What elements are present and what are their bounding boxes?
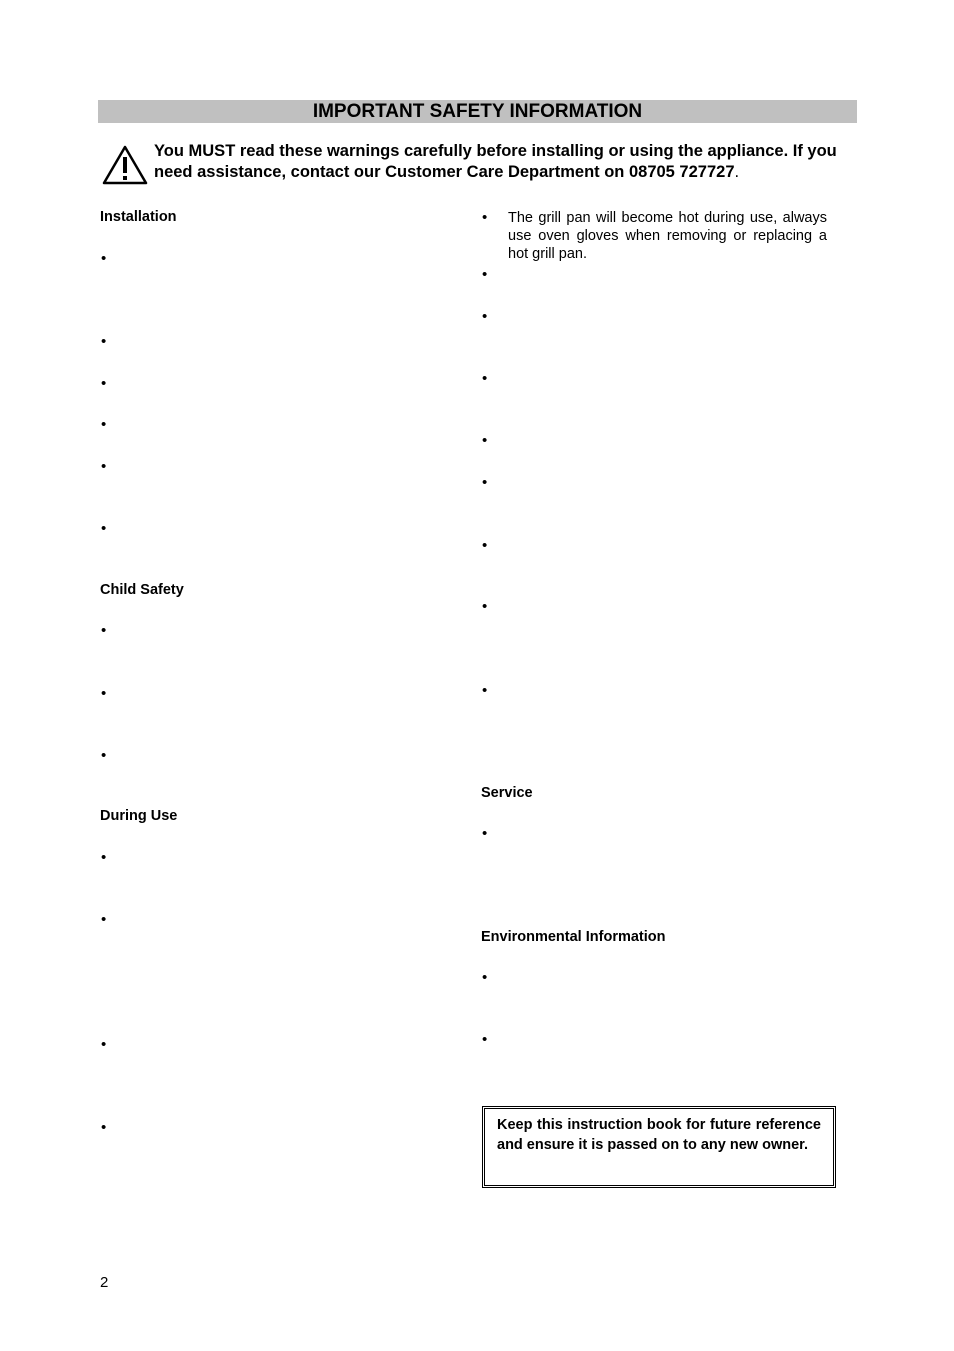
page-title: IMPORTANT SAFETY INFORMATION — [98, 100, 857, 123]
bullet: • — [101, 520, 107, 537]
bullet: • — [101, 1119, 107, 1136]
bullet: • — [482, 598, 488, 615]
bullet: • — [101, 622, 107, 639]
bullet: • — [101, 911, 107, 928]
bullet: • — [482, 969, 488, 986]
section-heading-environmental: Environmental Information — [481, 929, 666, 945]
bullet: • — [482, 1031, 488, 1048]
section-heading-during-use: During Use — [100, 808, 178, 824]
bullet: • — [482, 266, 488, 283]
keep-book-note-text: Keep this instruction book for future reference and ensure it is passed on to any new owner. — [497, 1117, 821, 1153]
warning-text: You MUST read these warnings carefully before installing or using the appliance. If you need assistance, contact our Customer Care Department on 08705 727727. — [154, 142, 837, 181]
bullet: • — [482, 308, 488, 325]
bullet: • — [101, 685, 107, 702]
bullet: • — [101, 849, 107, 866]
bullet: • — [482, 432, 488, 449]
bullet: • — [482, 474, 488, 491]
section-heading-installation: Installation — [100, 209, 177, 225]
grill-pan-warning-text: The grill pan will become hot during use, always use oven gloves when removing or replacing a hot grill pan. — [508, 210, 827, 262]
bullet: • — [482, 825, 488, 842]
bullet: • — [101, 458, 107, 475]
bullet: • — [482, 682, 488, 699]
bullet: • — [101, 747, 107, 764]
bullet: • — [101, 416, 107, 433]
bullet: • — [101, 250, 107, 267]
bullet: • — [101, 333, 107, 350]
section-heading-child-safety: Child Safety — [100, 582, 184, 598]
bullet: • — [101, 375, 107, 392]
bullet: • — [482, 209, 488, 226]
bullet: • — [482, 537, 488, 554]
warning-triangle-icon — [101, 144, 149, 186]
bullet: • — [482, 370, 488, 387]
page-number: 2 — [100, 1274, 109, 1291]
section-heading-service: Service — [481, 785, 533, 801]
bullet: • — [101, 1036, 107, 1053]
keep-book-note-box — [482, 1106, 836, 1188]
